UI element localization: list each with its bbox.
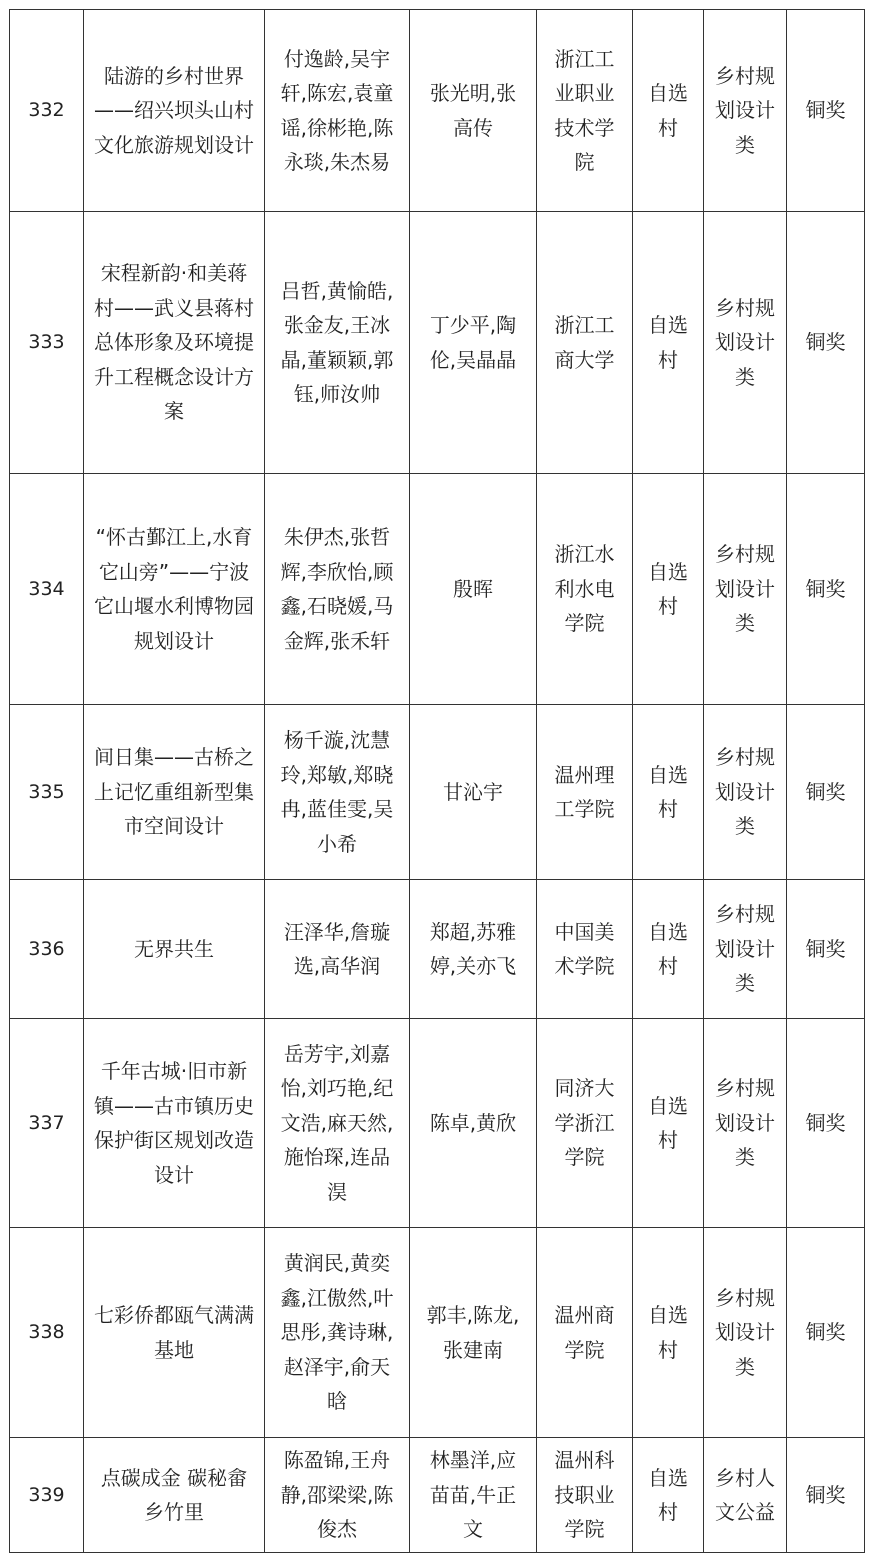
project-title: 千年古城·旧市新镇——古市镇历史保护街区规划改造设计 xyxy=(84,1019,265,1228)
project-title: 七彩侨都瓯气满满基地 xyxy=(84,1228,265,1438)
project-title: 无界共生 xyxy=(84,880,265,1019)
award: 铜奖 xyxy=(787,474,865,705)
row-number: 336 xyxy=(10,880,84,1019)
advisors: 丁少平,陶伦,吴晶晶 xyxy=(410,212,537,474)
category: 乡村规划设计类 xyxy=(704,474,787,705)
team-members: 黄润民,黄奕鑫,江傲然,叶思彤,龚诗琳,赵泽宇,俞天晗 xyxy=(265,1228,410,1438)
project-title: “怀古鄞江上,水育它山旁”——宁波它山堰水利博物园规划设计 xyxy=(84,474,265,705)
team-members: 朱伊杰,张哲辉,李欣怡,顾鑫,石晓媛,马金辉,张禾轩 xyxy=(265,474,410,705)
category: 乡村人文公益 xyxy=(704,1438,787,1553)
award: 铜奖 xyxy=(787,1438,865,1553)
award-table xyxy=(9,9,865,1553)
award: 铜奖 xyxy=(787,212,865,474)
advisors: 郑超,苏雅婷,关亦飞 xyxy=(410,880,537,1019)
award: 铜奖 xyxy=(787,880,865,1019)
award: 铜奖 xyxy=(787,1228,865,1438)
row-number: 335 xyxy=(10,705,84,880)
team-members: 吕哲,黄愉皓,张金友,王冰晶,董颖颖,郭钰,师汝帅 xyxy=(265,212,410,474)
table-row xyxy=(10,1438,865,1553)
school: 浙江水利水电学院 xyxy=(537,474,633,705)
village-type: 自选村 xyxy=(633,10,704,212)
category: 乡村规划设计类 xyxy=(704,880,787,1019)
category: 乡村规划设计类 xyxy=(704,10,787,212)
row-number: 337 xyxy=(10,1019,84,1228)
village-type: 自选村 xyxy=(633,1438,704,1553)
project-title: 间日集——古桥之上记忆重组新型集市空间设计 xyxy=(84,705,265,880)
table-row xyxy=(10,10,865,212)
school: 中国美术学院 xyxy=(537,880,633,1019)
school: 温州科技职业学院 xyxy=(537,1438,633,1553)
school: 浙江工商大学 xyxy=(537,212,633,474)
advisors: 甘沁宇 xyxy=(410,705,537,880)
row-number: 334 xyxy=(10,474,84,705)
project-title: 陆游的乡村世界——绍兴坝头山村文化旅游规划设计 xyxy=(84,10,265,212)
row-number: 333 xyxy=(10,212,84,474)
table-body xyxy=(10,10,865,1553)
category: 乡村规划设计类 xyxy=(704,1019,787,1228)
award: 铜奖 xyxy=(787,705,865,880)
table-row xyxy=(10,1228,865,1438)
team-members: 陈盈锦,王舟静,邵梁梁,陈俊杰 xyxy=(265,1438,410,1553)
village-type: 自选村 xyxy=(633,1228,704,1438)
row-number: 339 xyxy=(10,1438,84,1553)
advisors: 林墨洋,应苗苗,牛正文 xyxy=(410,1438,537,1553)
award: 铜奖 xyxy=(787,10,865,212)
table-row xyxy=(10,212,865,474)
table-row xyxy=(10,1019,865,1228)
advisors: 张光明,张高传 xyxy=(410,10,537,212)
row-number: 332 xyxy=(10,10,84,212)
award: 铜奖 xyxy=(787,1019,865,1228)
village-type: 自选村 xyxy=(633,1019,704,1228)
school: 温州商学院 xyxy=(537,1228,633,1438)
project-title: 点碳成金 碳秘畲乡竹里 xyxy=(84,1438,265,1553)
village-type: 自选村 xyxy=(633,212,704,474)
village-type: 自选村 xyxy=(633,880,704,1019)
table-row xyxy=(10,474,865,705)
school: 温州理工学院 xyxy=(537,705,633,880)
table-row xyxy=(10,880,865,1019)
school: 同济大学浙江学院 xyxy=(537,1019,633,1228)
advisors: 陈卓,黄欣 xyxy=(410,1019,537,1228)
village-type: 自选村 xyxy=(633,705,704,880)
team-members: 付逸龄,吴宇轩,陈宏,袁童谣,徐彬艳,陈永琰,朱杰易 xyxy=(265,10,410,212)
category: 乡村规划设计类 xyxy=(704,1228,787,1438)
category: 乡村规划设计类 xyxy=(704,705,787,880)
category: 乡村规划设计类 xyxy=(704,212,787,474)
row-number: 338 xyxy=(10,1228,84,1438)
advisors: 殷晖 xyxy=(410,474,537,705)
team-members: 岳芳宇,刘嘉怡,刘巧艳,纪文浩,麻天然,施怡琛,连品淏 xyxy=(265,1019,410,1228)
village-type: 自选村 xyxy=(633,474,704,705)
team-members: 杨千漩,沈慧玲,郑敏,郑晓冉,蓝佳雯,吴小希 xyxy=(265,705,410,880)
project-title: 宋程新韵·和美蒋村——武义县蒋村总体形象及环境提升工程概念设计方案 xyxy=(84,212,265,474)
team-members: 汪泽华,詹璇选,高华润 xyxy=(265,880,410,1019)
advisors: 郭丰,陈龙,张建南 xyxy=(410,1228,537,1438)
school: 浙江工业职业技术学院 xyxy=(537,10,633,212)
table-row xyxy=(10,705,865,880)
